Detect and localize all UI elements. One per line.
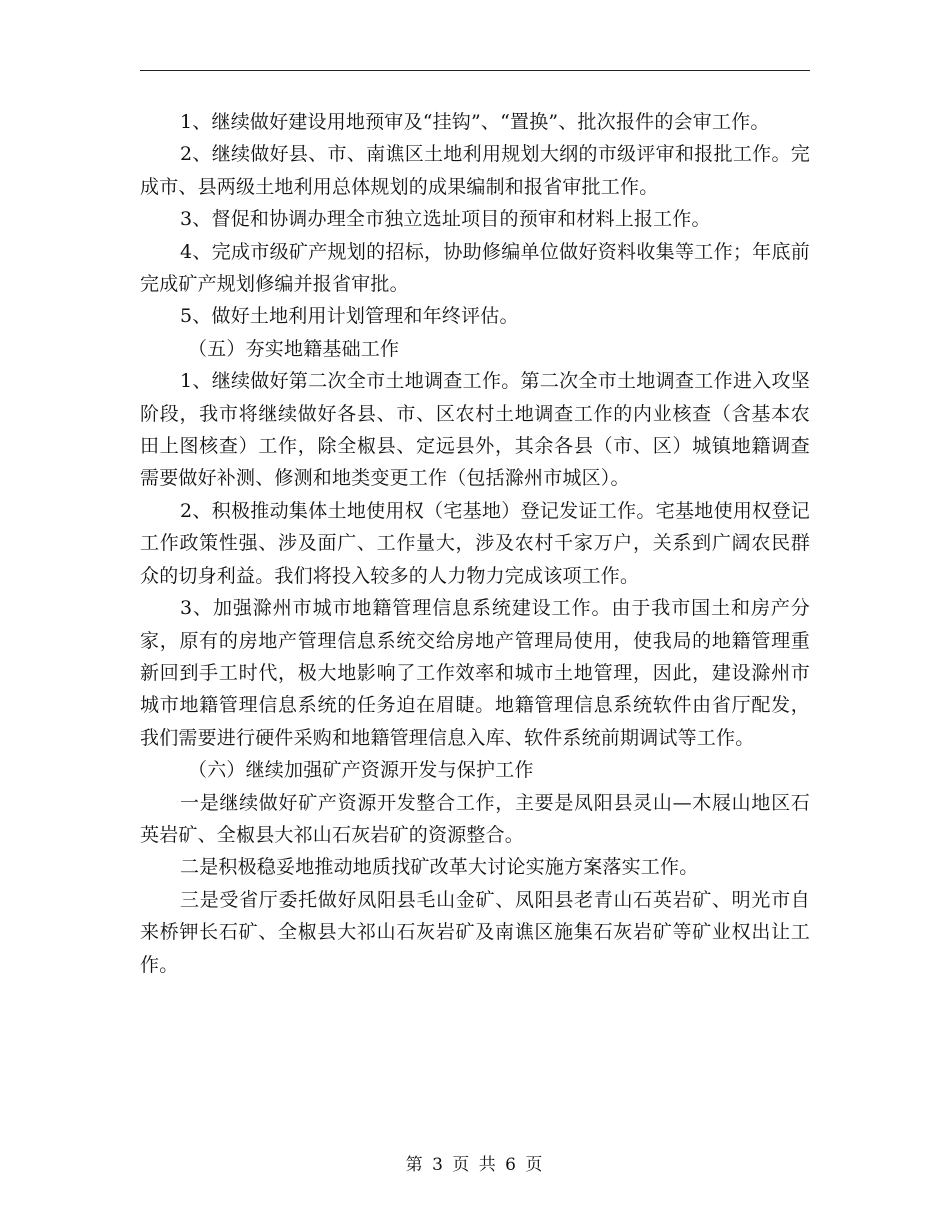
paragraph: 1、继续做好第二次全市土地调查工作。第二次全市土地调查工作进入攻坚阶段，我市将继续做好各县、市、区农村土地调查工作的内业核查（含基本农田上图核查）工作，除全椒县、定远县外，其余各县（市、区）城镇地籍调查需要做好补测、修测和地类变更工作（包括滁州市城区）。 bbox=[140, 370, 810, 490]
paragraph: 3、督促和协调办理全市独立选址项目的预审和材料上报工作。 bbox=[180, 208, 711, 231]
paragraph: 三是受省厅委托做好凤阳县毛山金矿、凤阳县老青山石英岩矿、明光市自来桥钾长石矿、全椒县大祁山石灰岩矿及南谯区施集石灰岩矿等矿业权出让工作。 bbox=[140, 888, 810, 976]
paragraph: 5、做好土地利用计划管理和年终评估。 bbox=[180, 305, 519, 328]
page-number: 第 3 页 共 6 页 bbox=[405, 1155, 545, 1175]
section-heading: （五）夯实地籍基础工作 bbox=[188, 337, 400, 360]
paragraph: 2、积极推动集体土地使用权（宅基地）登记发证工作。宅基地使用权登记工作政策性强、涉及面广、工作量大，涉及农村千家万户，关系到广阔农民群众的切身利益。我们将投入较多的人力物力完成该项工作。 bbox=[140, 499, 810, 587]
paragraph: 4、完成市级矿产规划的招标，协助修编单位做好资料收集等工作；年底前完成矿产规划修编并报省审批。 bbox=[140, 240, 810, 296]
header-rule bbox=[140, 70, 810, 71]
paragraph: 1、继续做好建设用地预审及“挂钩”、“置换”、批次报件的会审工作。 bbox=[180, 111, 770, 133]
section-heading: （六）继续加强矿产资源开发与保护工作 bbox=[188, 759, 534, 782]
paragraph: 3、加强滁州市城市地籍管理信息系统建设工作。由于我市国土和房产分家，原有的房地产管理信息系统交给房地产管理局使用，使我局的地籍管理重新回到手工时代，极大地影响了工作效率和城市土地管理，因此，建设滁州市城市地籍管理信息系统的任务迫在眉睫。地籍管理信息系统软件由省厅配发，我们需要进行硬件采购和地籍管理信息入库、软件系统前期调试等工作。 bbox=[140, 597, 810, 749]
document-body bbox=[140, 106, 810, 981]
paragraph: 二是积极稳妥地推动地质找矿改革大讨论实施方案落实工作。 bbox=[180, 856, 699, 879]
paragraph: 一是继续做好矿产资源开发整合工作，主要是凤阳县灵山—木屐山地区石英岩矿、全椒县大祁山石灰岩矿的资源整合。 bbox=[140, 791, 810, 846]
paragraph: 2、继续做好县、市、南谯区土地利用规划大纲的市级评审和报批工作。完成市、县两级土地利用总体规划的成果编制和报省审批工作。 bbox=[140, 143, 810, 198]
